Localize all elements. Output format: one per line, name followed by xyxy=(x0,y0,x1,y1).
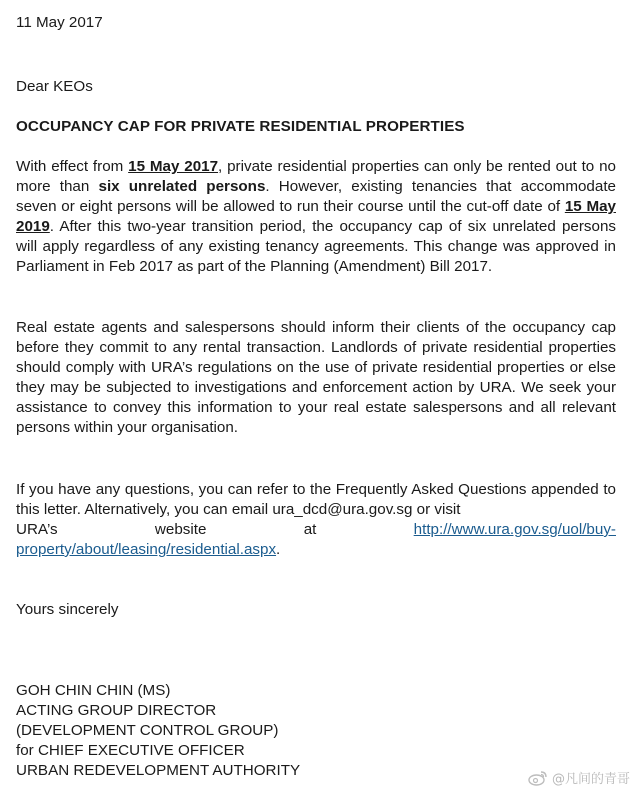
p1-text-4: . After this two-year transition period, the occupancy cap of six unrelated persons will apply regardless of any existing tenancy agreements. This change was approved in Parliament in Feb 2017 as part of the Planning (Amendment) Bill 2017. xyxy=(16,218,616,275)
watermark xyxy=(528,768,630,787)
signatory-name: GOH CHIN CHIN (MS) xyxy=(16,682,171,699)
p1-text-1: With effect from xyxy=(16,158,129,175)
signatory-for: for CHIEF EXECUTIVE OFFICER xyxy=(16,742,245,759)
url-row-2 xyxy=(16,540,616,560)
cutoff-date: 15 May 2019 xyxy=(16,198,616,235)
p3-word-at: at xyxy=(303,521,317,538)
ura-link-part2[interactable]: property/about/leasing/residential.aspx xyxy=(16,541,277,558)
paragraph-effective-date xyxy=(16,157,616,277)
effective-date: 15 May 2017 xyxy=(128,158,219,175)
paragraph-questions xyxy=(16,480,616,560)
occupancy-limit: six unrelated persons xyxy=(98,178,266,195)
paragraph-agents: Real estate agents and salespersons should inform their clients of the occupancy cap before they commit to any rental transaction. Landlords of private residential properties should comply with URA’s regulations on the use of private residential properties or else they may be subjected to investigations and enforcement action by URA. We seek your assistance to convey this information to your real estate salespersons and all relevant persons within your organisation. xyxy=(16,319,616,436)
p3-word-uras: URA’s xyxy=(16,521,58,538)
p1-text-3: . However, existing tenancies that accommodate seven or eight persons will be allowed to run their course until the cut-off date of xyxy=(16,178,616,215)
signatory-org: URBAN REDEVELOPMENT AUTHORITY xyxy=(16,762,301,779)
p1-text-2: , private residential properties can only be rented out to no more than xyxy=(16,158,616,195)
weibo-icon xyxy=(528,770,548,786)
salutation: Dear KEOs xyxy=(16,78,93,95)
p3-word-website: website xyxy=(154,521,207,538)
closing: Yours sincerely xyxy=(16,601,119,618)
letter-date: 11 May 2017 xyxy=(16,14,103,31)
subject-heading: OCCUPANCY CAP FOR PRIVATE RESIDENTIAL PROPERTIES xyxy=(16,118,465,135)
watermark-text: @凡间的青哥 xyxy=(551,772,630,787)
signatory-group: (DEVELOPMENT CONTROL GROUP) xyxy=(16,722,279,739)
signature-block xyxy=(16,681,300,781)
p3-end: . xyxy=(276,541,281,558)
signatory-title: ACTING GROUP DIRECTOR xyxy=(16,702,217,719)
ura-link-part1[interactable]: http://www.ura.gov.sg/uol/buy- xyxy=(413,521,616,538)
p3-text: If you have any questions, you can refer to the Frequently Asked Questions appended to this letter. Alternatively, you can email ura_dcd@ura.gov.sg or visit xyxy=(16,481,616,518)
url-row xyxy=(16,520,616,540)
